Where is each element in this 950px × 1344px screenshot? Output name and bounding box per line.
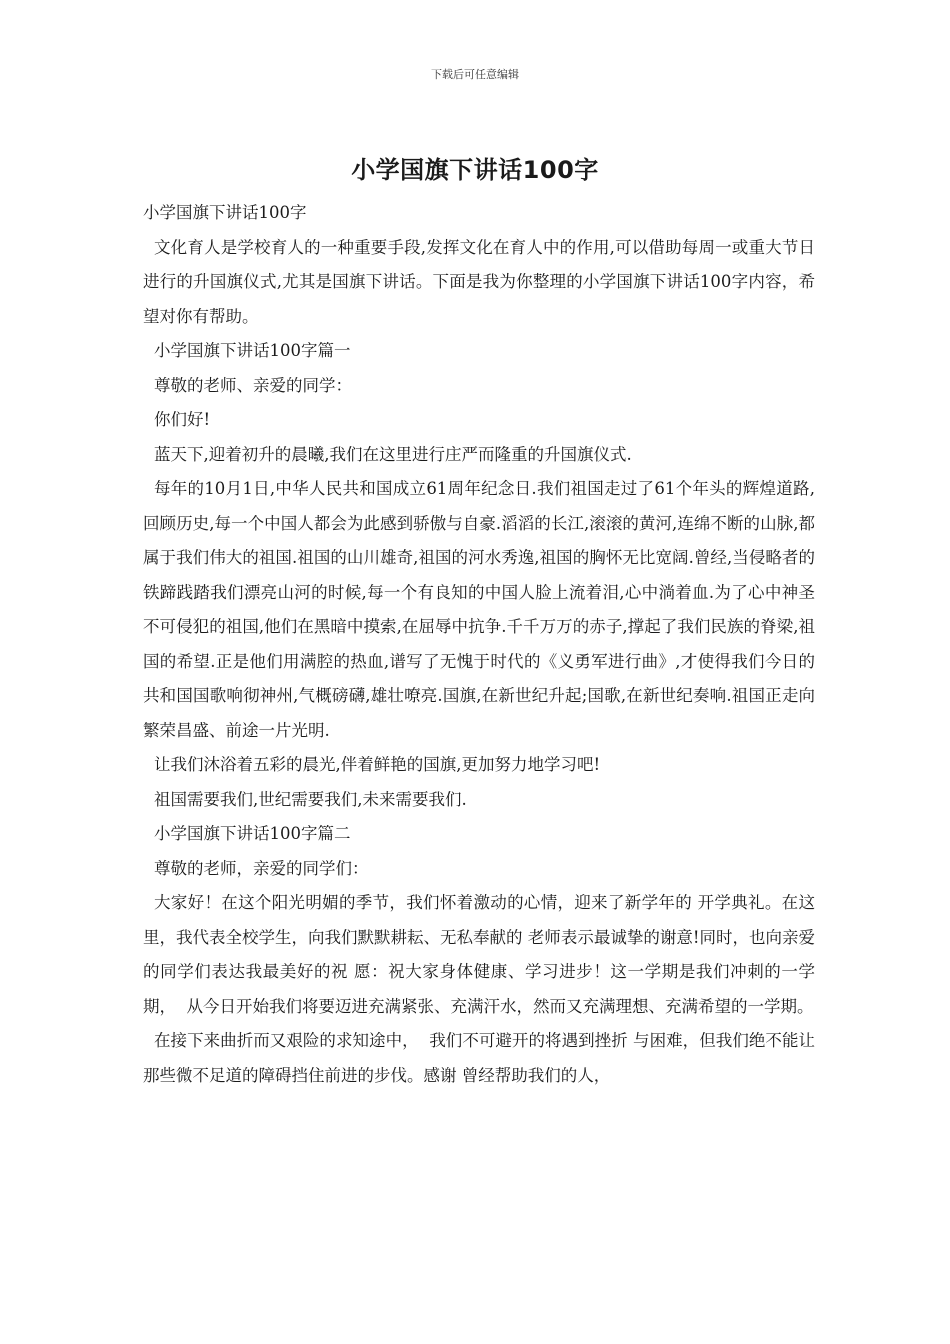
- section-heading-two: 小学国旗下讲话100字篇二: [154, 824, 351, 843]
- paragraph-salutation: 尊敬的老师，亲爱的同学们：: [154, 858, 369, 878]
- section-heading-one: 小学国旗下讲话100字篇一: [154, 341, 351, 360]
- paragraph: 蓝天下,迎着初升的晨曦,我们在这里进行庄严而隆重的升国旗仪式.: [154, 444, 632, 464]
- paragraph-subtitle: 小学国旗下讲话100字: [143, 203, 307, 222]
- document-body: [143, 196, 815, 1093]
- document-title: 小学国旗下讲话100字: [351, 156, 599, 184]
- paragraph-salutation: 尊敬的老师、亲爱的同学：: [154, 375, 352, 395]
- paragraph: 在接下来曲折而又艰险的求知途中， 我们不可避开的将遇到挫折 与困难，但我们绝不能让那些微不足道的障碍挡住前进的步伐。感谢 曾经帮助我们的人，: [143, 1031, 815, 1085]
- paragraph: 让我们沐浴着五彩的晨光,伴着鲜艳的国旗,更加努力地学习吧!: [154, 755, 601, 774]
- paragraph-intro: 文化育人是学校育人的一种重要手段,发挥文化在育人中的作用,可以借助每周一或重大节日进行的升国旗仪式,尤其是国旗下讲话。下面是我为你整理的小学国旗下讲话100字内容，希望对你有帮助。: [143, 237, 815, 326]
- paragraph: 大家好！在这个阳光明媚的季节，我们怀着激动的心情，迎来了新学年的 开学典礼。在这里，我代表全校学生，向我们默默耕耘、无私奉献的 老师表示最诚挚的谢意!同时，也向亲爱的同学们表达我最美好的祝 愿：祝大家身体健康、学习进步！这一学期是我们冲刺的一学期， 从今日开始我们将要迈进充满紧张、充满汗水，然而又充满理想、充满希望的一学期。: [143, 893, 815, 1016]
- paragraph: 祖国需要我们,世纪需要我们,未来需要我们.: [154, 789, 467, 809]
- paragraph-greeting: 你们好!: [154, 410, 211, 429]
- paragraph: 每年的10月1日,中华人民共和国成立61周年纪念日.我们祖国走过了61个年头的辉煌道路,回顾历史,每一个中国人都会为此感到骄傲与自豪.滔滔的长江,滚滚的黄河,连绵不断的山脉,都属于我们伟大的祖国.祖国的山川雄奇,祖国的河水秀逸,祖国的胸怀无比宽阔.曾经,当侵略者的铁蹄践踏我们漂亮山河的时候,每一个有良知的中国人脸上流着泪,心中淌着血.为了心中神圣不可侵犯的祖国,他们在黑暗中摸索,在屈辱中抗争.千千万万的赤子,撑起了我们民族的脊梁,祖国的希望.正是他们用满腔的热血,谱写了无愧于时代的《义勇军进行曲》,才使得我们今日的共和国国歌响彻神州,气概磅礴,雄壮嘹亮.国旗,在新世纪升起;国歌,在新世纪奏响.祖国正走向繁荣昌盛、前途一片光明.: [143, 479, 815, 740]
- header-note: 下载后可任意编辑: [431, 68, 519, 81]
